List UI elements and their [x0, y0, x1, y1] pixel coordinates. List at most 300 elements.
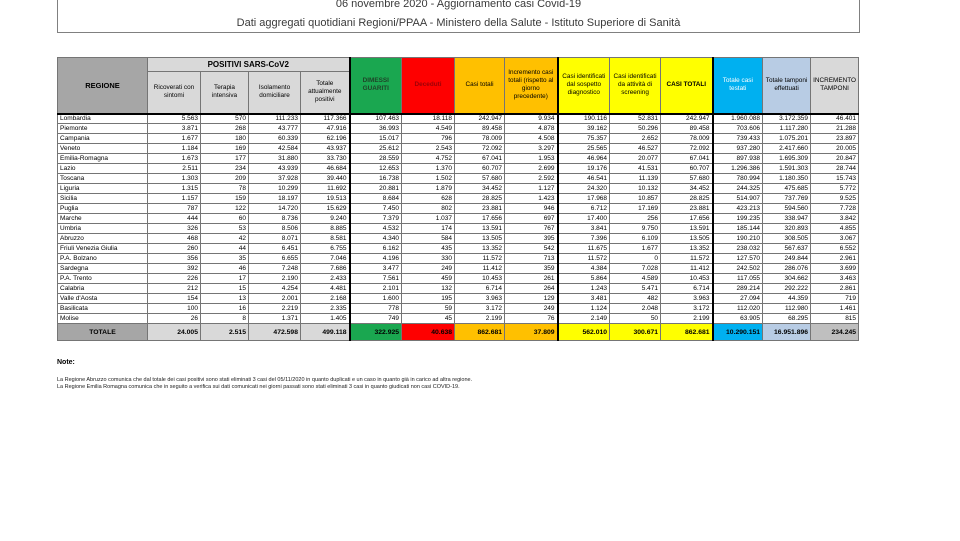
value-cell: 787	[148, 204, 201, 214]
table-row	[58, 314, 859, 324]
value-cell: 1.677	[148, 134, 201, 144]
value-cell: 2.861	[811, 284, 859, 294]
value-cell: 567.637	[763, 244, 811, 254]
value-cell: 44	[201, 244, 249, 254]
value-cell: 1.296.386	[713, 164, 763, 174]
column-header-deceduti: Deceduti	[402, 58, 455, 114]
total-value-cell: 472.598	[249, 324, 301, 341]
value-cell: 46.964	[558, 154, 610, 164]
value-cell: 16	[201, 304, 249, 314]
value-cell: 11.692	[301, 184, 350, 194]
value-cell: 76	[505, 314, 558, 324]
value-cell: 475.685	[763, 184, 811, 194]
region-cell: Liguria	[58, 184, 148, 194]
value-cell: 13.505	[661, 234, 713, 244]
total-value-cell: 499.118	[301, 324, 350, 341]
value-cell: 185.144	[713, 224, 763, 234]
value-cell: 35	[201, 254, 249, 264]
value-cell: 13.352	[661, 244, 713, 254]
value-cell: 3.963	[661, 294, 713, 304]
notes-title: Note:	[57, 359, 75, 366]
value-cell: 4.384	[558, 264, 610, 274]
value-cell: 63.905	[713, 314, 763, 324]
table-row	[58, 214, 859, 224]
region-cell: Calabria	[58, 284, 148, 294]
value-cell: 19.176	[558, 164, 610, 174]
table-row	[58, 294, 859, 304]
value-cell: 7.046	[301, 254, 350, 264]
value-cell: 6.712	[558, 204, 610, 214]
value-cell: 190.210	[713, 234, 763, 244]
table-row	[58, 194, 859, 204]
value-cell: 43.937	[301, 144, 350, 154]
value-cell: 159	[201, 194, 249, 204]
value-cell: 6.755	[301, 244, 350, 254]
value-cell: 1.124	[558, 304, 610, 314]
region-cell: Lombardia	[58, 114, 148, 124]
value-cell: 1.502	[402, 174, 455, 184]
value-cell: 62.196	[301, 134, 350, 144]
column-header-totale-attualmente-positivi: Totale attualmente positivi	[301, 72, 350, 114]
value-cell: 326	[148, 224, 201, 234]
value-cell: 937.280	[713, 144, 763, 154]
value-cell: 7.686	[301, 264, 350, 274]
table-row	[58, 254, 859, 264]
value-cell: 60.707	[661, 164, 713, 174]
table-row	[58, 224, 859, 234]
total-value-cell: 24.005	[148, 324, 201, 341]
value-cell: 7.728	[811, 204, 859, 214]
value-cell: 0	[610, 254, 661, 264]
value-cell: 67.041	[455, 154, 505, 164]
total-value-cell: 10.290.151	[713, 324, 763, 341]
value-cell: 584	[402, 234, 455, 244]
column-header-incremento-tamponi: INCREMENTO TAMPONI	[811, 58, 859, 114]
table-row	[58, 244, 859, 254]
value-cell: 2.699	[505, 164, 558, 174]
note-line-emilia-romagna: La Regione Emilia Romagna comunica che in seguito a verifica sui dati comunicati nei giorni passati sono stati eliminati 3 casi in quanto giudicati non casi COVID-19.	[57, 384, 460, 390]
value-cell: 23.881	[455, 204, 505, 214]
region-cell: P.A. Trento	[58, 274, 148, 284]
table-row	[58, 264, 859, 274]
value-cell: 50.296	[610, 124, 661, 134]
value-cell: 7.450	[350, 204, 402, 214]
value-cell: 1.591.303	[763, 164, 811, 174]
value-cell: 482	[610, 294, 661, 304]
value-cell: 11.572	[661, 254, 713, 264]
value-cell: 238.032	[713, 244, 763, 254]
value-cell: 6.552	[811, 244, 859, 254]
value-cell: 14.720	[249, 204, 301, 214]
value-cell: 67.041	[661, 154, 713, 164]
value-cell: 9.750	[610, 224, 661, 234]
value-cell: 1.423	[505, 194, 558, 204]
value-cell: 11.412	[661, 264, 713, 274]
value-cell: 444	[148, 214, 201, 224]
value-cell: 13.591	[455, 224, 505, 234]
value-cell: 4.549	[402, 124, 455, 134]
value-cell: 8.885	[301, 224, 350, 234]
value-cell: 260	[148, 244, 201, 254]
value-cell: 122	[201, 204, 249, 214]
value-cell: 815	[811, 314, 859, 324]
value-cell: 53	[201, 224, 249, 234]
value-cell: 3.871	[148, 124, 201, 134]
value-cell: 59	[402, 304, 455, 314]
value-cell: 2.592	[505, 174, 558, 184]
value-cell: 117.055	[713, 274, 763, 284]
value-cell: 10.857	[610, 194, 661, 204]
value-cell: 1.461	[811, 304, 859, 314]
value-cell: 2.543	[402, 144, 455, 154]
value-cell: 1.243	[558, 284, 610, 294]
value-cell: 25.565	[558, 144, 610, 154]
value-cell: 25.612	[350, 144, 402, 154]
value-cell: 37.928	[249, 174, 301, 184]
value-cell: 796	[402, 134, 455, 144]
value-cell: 11.572	[558, 254, 610, 264]
report-title: 06 novembre 2020 - Aggiornamento casi Covid-19	[335, 0, 582, 10]
value-cell: 60	[201, 214, 249, 224]
value-cell: 3.963	[455, 294, 505, 304]
value-cell: 17.968	[558, 194, 610, 204]
region-cell: Toscana	[58, 174, 148, 184]
value-cell: 4.589	[610, 274, 661, 284]
value-cell: 6.714	[661, 284, 713, 294]
value-cell: 264	[505, 284, 558, 294]
value-cell: 2.961	[811, 254, 859, 264]
value-cell: 72.092	[455, 144, 505, 154]
value-cell: 242.947	[661, 114, 713, 124]
value-cell: 242.947	[455, 114, 505, 124]
value-cell: 89.458	[455, 124, 505, 134]
table-body	[58, 114, 859, 324]
region-cell: Piemonte	[58, 124, 148, 134]
total-value-cell: 322.925	[350, 324, 402, 341]
value-cell: 338.947	[763, 214, 811, 224]
value-cell: 395	[505, 234, 558, 244]
value-cell: 8	[201, 314, 249, 324]
value-cell: 17.656	[661, 214, 713, 224]
value-cell: 2.335	[301, 304, 350, 314]
value-cell: 177	[201, 154, 249, 164]
value-cell: 697	[505, 214, 558, 224]
value-cell: 195	[402, 294, 455, 304]
value-cell: 802	[402, 204, 455, 214]
value-cell: 19.513	[301, 194, 350, 204]
value-cell: 392	[148, 264, 201, 274]
value-cell: 570	[201, 114, 249, 124]
value-cell: 17.400	[558, 214, 610, 224]
total-value-cell: 37.809	[505, 324, 558, 341]
value-cell: 234	[201, 164, 249, 174]
value-cell: 3.477	[350, 264, 402, 274]
value-cell: 8.581	[301, 234, 350, 244]
table-row	[58, 174, 859, 184]
value-cell: 209	[201, 174, 249, 184]
table-row	[58, 114, 859, 124]
region-cell: Campania	[58, 134, 148, 144]
value-cell: 31.880	[249, 154, 301, 164]
value-cell: 594.560	[763, 204, 811, 214]
table-row	[58, 184, 859, 194]
value-cell: 1.303	[148, 174, 201, 184]
total-value-cell: 16.951.896	[763, 324, 811, 341]
column-header-casi-screening: Casi identificati da attività di screening	[610, 58, 661, 114]
value-cell: 6.451	[249, 244, 301, 254]
value-cell: 46.401	[811, 114, 859, 124]
column-header-casi-totali-2: CASI TOTALI	[661, 58, 713, 114]
value-cell: 129	[505, 294, 558, 304]
value-cell: 5.471	[610, 284, 661, 294]
value-cell: 15.629	[301, 204, 350, 214]
value-cell: 289.214	[713, 284, 763, 294]
region-cell: P.A. Bolzano	[58, 254, 148, 264]
total-value-cell: 562.010	[558, 324, 610, 341]
value-cell: 28.825	[661, 194, 713, 204]
value-cell: 4.878	[505, 124, 558, 134]
value-cell: 749	[350, 314, 402, 324]
value-cell: 15	[201, 284, 249, 294]
value-cell: 127.570	[713, 254, 763, 264]
value-cell: 1.879	[402, 184, 455, 194]
value-cell: 17.656	[455, 214, 505, 224]
value-cell: 1.677	[610, 244, 661, 254]
value-cell: 4.196	[350, 254, 402, 264]
value-cell: 169	[201, 144, 249, 154]
value-cell: 320.893	[763, 224, 811, 234]
value-cell: 39.162	[558, 124, 610, 134]
region-cell: Sicilia	[58, 194, 148, 204]
value-cell: 459	[402, 274, 455, 284]
value-cell: 256	[610, 214, 661, 224]
table-footer	[58, 324, 859, 341]
value-cell: 78.009	[661, 134, 713, 144]
value-cell: 5.864	[558, 274, 610, 284]
table-row	[58, 164, 859, 174]
total-value-cell: 234.245	[811, 324, 859, 341]
value-cell: 359	[505, 264, 558, 274]
value-cell: 2.219	[249, 304, 301, 314]
value-cell: 75.357	[558, 134, 610, 144]
total-value-cell: 300.671	[610, 324, 661, 341]
value-cell: 28.744	[811, 164, 859, 174]
value-cell: 41.531	[610, 164, 661, 174]
note-line-abruzzo: La Regione Abruzzo comunica che dal totale dei casi positivi sono stati eliminati 3 casi del 05/11/2020 in quanto duplicati e un caso in quanto già in carico ad altra regione.	[57, 377, 473, 383]
value-cell: 713	[505, 254, 558, 264]
column-header-terapia-intensiva: Terapia intensiva	[201, 72, 249, 114]
value-cell: 24.320	[558, 184, 610, 194]
region-cell: Emilia-Romagna	[58, 154, 148, 164]
value-cell: 13.591	[661, 224, 713, 234]
total-value-cell: 40.638	[402, 324, 455, 341]
value-cell: 9.525	[811, 194, 859, 204]
value-cell: 68.295	[763, 314, 811, 324]
value-cell: 1.180.350	[763, 174, 811, 184]
value-cell: 8.684	[350, 194, 402, 204]
region-cell: Umbria	[58, 224, 148, 234]
value-cell: 27.094	[713, 294, 763, 304]
value-cell: 268	[201, 124, 249, 134]
value-cell: 36.993	[350, 124, 402, 134]
value-cell: 4.508	[505, 134, 558, 144]
column-group-positivi-sars-cov2: POSITIVI SARS-CoV2	[148, 58, 350, 72]
value-cell: 2.199	[661, 314, 713, 324]
value-cell: 11.572	[455, 254, 505, 264]
value-cell: 3.463	[811, 274, 859, 284]
report-title-box	[57, 0, 860, 33]
value-cell: 42.584	[249, 144, 301, 154]
table-group-header-row	[58, 58, 859, 72]
column-header-casi-totali: Casi totali	[455, 58, 505, 114]
value-cell: 2.101	[350, 284, 402, 294]
value-cell: 330	[402, 254, 455, 264]
value-cell: 8.506	[249, 224, 301, 234]
column-header-totale-tamponi: Totale tamponi effettuati	[763, 58, 811, 114]
value-cell: 112.980	[763, 304, 811, 314]
value-cell: 34.452	[661, 184, 713, 194]
value-cell: 78.009	[455, 134, 505, 144]
value-cell: 13	[201, 294, 249, 304]
column-header-isolamento-domiciliare: Isolamento domiciliare	[249, 72, 301, 114]
column-header-casi-sospetto-diagnostico: Casi identificati dal sospetto diagnostico	[558, 58, 610, 114]
value-cell: 304.662	[763, 274, 811, 284]
value-cell: 5.563	[148, 114, 201, 124]
value-cell: 13.505	[455, 234, 505, 244]
value-cell: 89.458	[661, 124, 713, 134]
table-row	[58, 144, 859, 154]
value-cell: 117.366	[301, 114, 350, 124]
value-cell: 4.481	[301, 284, 350, 294]
value-cell: 3.172.359	[763, 114, 811, 124]
value-cell: 292.222	[763, 284, 811, 294]
value-cell: 4.340	[350, 234, 402, 244]
value-cell: 46	[201, 264, 249, 274]
value-cell: 2.417.660	[763, 144, 811, 154]
value-cell: 3.841	[558, 224, 610, 234]
value-cell: 20.881	[350, 184, 402, 194]
report-subtitle: Dati aggregati quotidiani Regioni/PPAA - Ministero della Salute - Istituto Superiore di Sanità	[236, 17, 681, 29]
value-cell: 1.953	[505, 154, 558, 164]
table-row	[58, 134, 859, 144]
value-cell: 6.162	[350, 244, 402, 254]
value-cell: 16.738	[350, 174, 402, 184]
value-cell: 1.371	[249, 314, 301, 324]
value-cell: 7.396	[558, 234, 610, 244]
region-cell: Veneto	[58, 144, 148, 154]
value-cell: 3.481	[558, 294, 610, 304]
value-cell: 44.359	[763, 294, 811, 304]
table-row	[58, 284, 859, 294]
value-cell: 739.433	[713, 134, 763, 144]
value-cell: 719	[811, 294, 859, 304]
value-cell: 60.707	[455, 164, 505, 174]
value-cell: 435	[402, 244, 455, 254]
value-cell: 11.139	[610, 174, 661, 184]
value-cell: 20.005	[811, 144, 859, 154]
value-cell: 2.652	[610, 134, 661, 144]
value-cell: 3.172	[661, 304, 713, 314]
value-cell: 7.379	[350, 214, 402, 224]
value-cell: 21.288	[811, 124, 859, 134]
column-header-dimessi-guariti: DIMESSI GUARITI	[350, 58, 402, 114]
value-cell: 5.772	[811, 184, 859, 194]
value-cell: 8.071	[249, 234, 301, 244]
value-cell: 154	[148, 294, 201, 304]
value-cell: 132	[402, 284, 455, 294]
value-cell: 17.169	[610, 204, 661, 214]
column-header-incremento-casi-totali: Incremento casi totali (rispetto al giorno precedente)	[505, 58, 558, 114]
value-cell: 34.452	[455, 184, 505, 194]
value-cell: 226	[148, 274, 201, 284]
value-cell: 190.116	[558, 114, 610, 124]
value-cell: 52.831	[610, 114, 661, 124]
value-cell: 1.370	[402, 164, 455, 174]
value-cell: 10.453	[661, 274, 713, 284]
value-cell: 2.190	[249, 274, 301, 284]
table-row	[58, 204, 859, 214]
value-cell: 2.511	[148, 164, 201, 174]
value-cell: 199.235	[713, 214, 763, 224]
value-cell: 23.881	[661, 204, 713, 214]
value-cell: 212	[148, 284, 201, 294]
value-cell: 43.777	[249, 124, 301, 134]
column-header-ricoverati: Ricoverati con sintomi	[148, 72, 201, 114]
value-cell: 10.132	[610, 184, 661, 194]
value-cell: 249	[402, 264, 455, 274]
value-cell: 7.561	[350, 274, 402, 284]
table-row	[58, 234, 859, 244]
value-cell: 6.109	[610, 234, 661, 244]
value-cell: 15.743	[811, 174, 859, 184]
value-cell: 11.412	[455, 264, 505, 274]
region-cell: Sardegna	[58, 264, 148, 274]
value-cell: 28.825	[455, 194, 505, 204]
value-cell: 180	[201, 134, 249, 144]
value-cell: 703.606	[713, 124, 763, 134]
value-cell: 261	[505, 274, 558, 284]
value-cell: 1.315	[148, 184, 201, 194]
total-value-cell: 862.681	[455, 324, 505, 341]
value-cell: 2.168	[301, 294, 350, 304]
value-cell: 1.037	[402, 214, 455, 224]
value-cell: 28.559	[350, 154, 402, 164]
value-cell: 780.994	[713, 174, 763, 184]
value-cell: 3.842	[811, 214, 859, 224]
value-cell: 18.197	[249, 194, 301, 204]
value-cell: 72.092	[661, 144, 713, 154]
table-row	[58, 154, 859, 164]
value-cell: 6.655	[249, 254, 301, 264]
value-cell: 9.934	[505, 114, 558, 124]
value-cell: 39.440	[301, 174, 350, 184]
value-cell: 13.352	[455, 244, 505, 254]
value-cell: 6.714	[455, 284, 505, 294]
notes-section	[57, 359, 877, 391]
value-cell: 2.433	[301, 274, 350, 284]
region-cell: Abruzzo	[58, 234, 148, 244]
total-label-cell: TOTALE	[58, 324, 148, 341]
value-cell: 542	[505, 244, 558, 254]
region-cell: Basilicata	[58, 304, 148, 314]
value-cell: 57.680	[455, 174, 505, 184]
value-cell: 46.684	[301, 164, 350, 174]
region-cell: Marche	[58, 214, 148, 224]
value-cell: 1.075.201	[763, 134, 811, 144]
region-cell: Friuli Venezia Giulia	[58, 244, 148, 254]
total-value-cell: 2.515	[201, 324, 249, 341]
value-cell: 43.939	[249, 164, 301, 174]
